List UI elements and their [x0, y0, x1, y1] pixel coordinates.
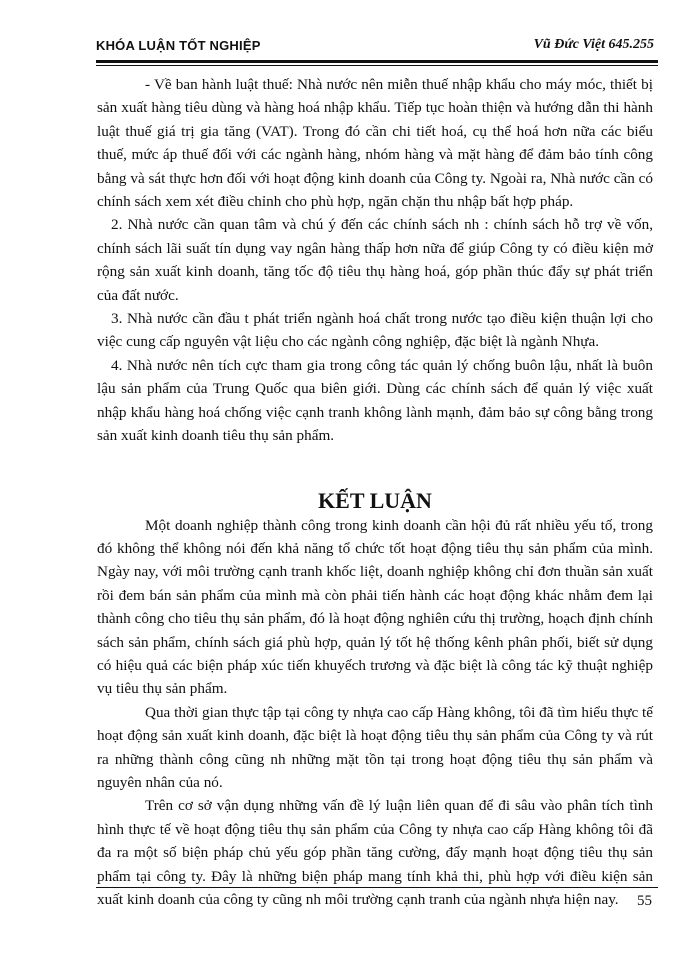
paragraph-item-4: 4. Nhà nước nên tích cực tham gia trong công tác quản lý chống buôn lậu, nhất là buôn lậu sản phẩm của Trung Quốc qua biên giới. Dùng các chính sách để quản lý việc xuất nhập khẩu hàng hoá chống việc cạnh tranh không lành mạnh, đảm bảo sự công bằng trong sản xuất kinh doanh tiêu thụ sản phẩm.	[97, 356, 653, 445]
paragraph-tax-law: - Về ban hành luật thuế: Nhà nước nên miễn thuế nhập khẩu cho máy móc, thiết bị sản xuất hàng tiêu dùng và hàng hoá nhập khẩu. Tiếp tục hoàn thiện và hướng dẫn thi hành luật thuế giá trị gia tăng (VAT). Trong đó cần chi tiết hoá, cụ thể hoá hơn nữa các biểu thuế, mức áp thuế đối với các ngành hàng, nhóm hàng và mặt hàng để đảm bảo tính công bằng và sát thực hơn đối với hoạt động kinh doanh của Công ty. Ngoài ra, Nhà nước cần có chính sách xem xét điều chỉnh cho phù hợp, ngăn chặn thu nhập bất hợp pháp.	[97, 76, 653, 211]
page-content	[97, 73, 653, 911]
conclusion-paragraph: Trên cơ sở vận dụng những vấn đề lý luận liên quan để đi sâu vào phân tích tình hình thực tế về hoạt động tiêu thụ sản phẩm của Công ty nhựa cao cấp Hàng không tôi đã đa ra một số biện pháp chủ yếu góp phần tăng cường, đẩy mạnh hoạt động tiêu thụ sản phẩm tại công ty. Đây là những biện pháp mang tính khả thi, phù hợp với điều kiện sản xuất kinh doanh của công ty cũng nh môi trường cạnh tranh của ngành nhựa hiện nay.	[97, 797, 653, 908]
footer-rule	[96, 887, 658, 888]
header-thesis-title: KHÓA LUẬN TỐT NGHIỆP	[96, 38, 261, 53]
paragraph-item-2: 2. Nhà nước cần quan tâm và chú ý đến các chính sách nh : chính sách hỗ trợ về vốn, chính sách lãi suất tín dụng vay ngân hàng thấp hơn nữa để giúp Công ty có điều kiện mở rộng sản xuất kinh doanh, tăng tốc độ tiêu thụ hàng hoá, góp phần thúc đẩy sự phát triển của đất nước.	[97, 216, 653, 304]
header-rule-thick	[96, 60, 658, 63]
page-header	[96, 34, 658, 60]
header-rule-thin	[96, 65, 658, 66]
paragraph-item-3: 3. Nhà nước cần đầu t phát triển ngành hoá chất trong nước tạo điều kiện thuận lợi cho việc cung cấp nguyên vật liệu cho các ngành công nghiệp, đặc biệt là ngành Nhựa.	[97, 310, 653, 351]
page-number: 55	[637, 893, 652, 909]
header-author: Vũ Đức Việt 645.255	[533, 37, 654, 52]
conclusion-heading: KẾT LUẬN	[318, 487, 432, 513]
conclusion-paragraph: Qua thời gian thực tập tại công ty nhựa cao cấp Hàng không, tôi đã tìm hiểu thực tế hoạt động sản xuất kinh doanh, đặc biệt là hoạt động tiêu thụ sản phẩm của Công ty và rút ra những thành công cũng nh những mặt tồn tại trong hoạt động tiêu thụ sản phẩm và nguyên nhân của nó.	[97, 703, 653, 791]
conclusion-paragraph: Một doanh nghiệp thành công trong kinh doanh cần hội đủ rất nhiều yếu tố, trong đó không thể không nói đến khả năng tổ chức tốt hoạt động tiêu thụ sản phẩm của mình. Ngày nay, với môi trường cạnh tranh khốc liệt, doanh nghiệp không chỉ đơn thuần sản xuất rồi đem bán sản phẩm của mình mà còn phải tiến hành các hoạt động khác nhằm đem lại thành công cho tiêu thụ sản phẩm, đó là hoạt động nghiên cứu thị trường, hoạch định chính sách sản phẩm, chính sách giá phù hợp, quản lý tốt hệ thống kênh phân phối, biết sử dụng có hiệu quả các biện pháp xúc tiến khuyếch trương và đặc biệt là công tác kỹ thuật nghiệp vụ tiêu thụ sản phẩm.	[97, 516, 653, 698]
